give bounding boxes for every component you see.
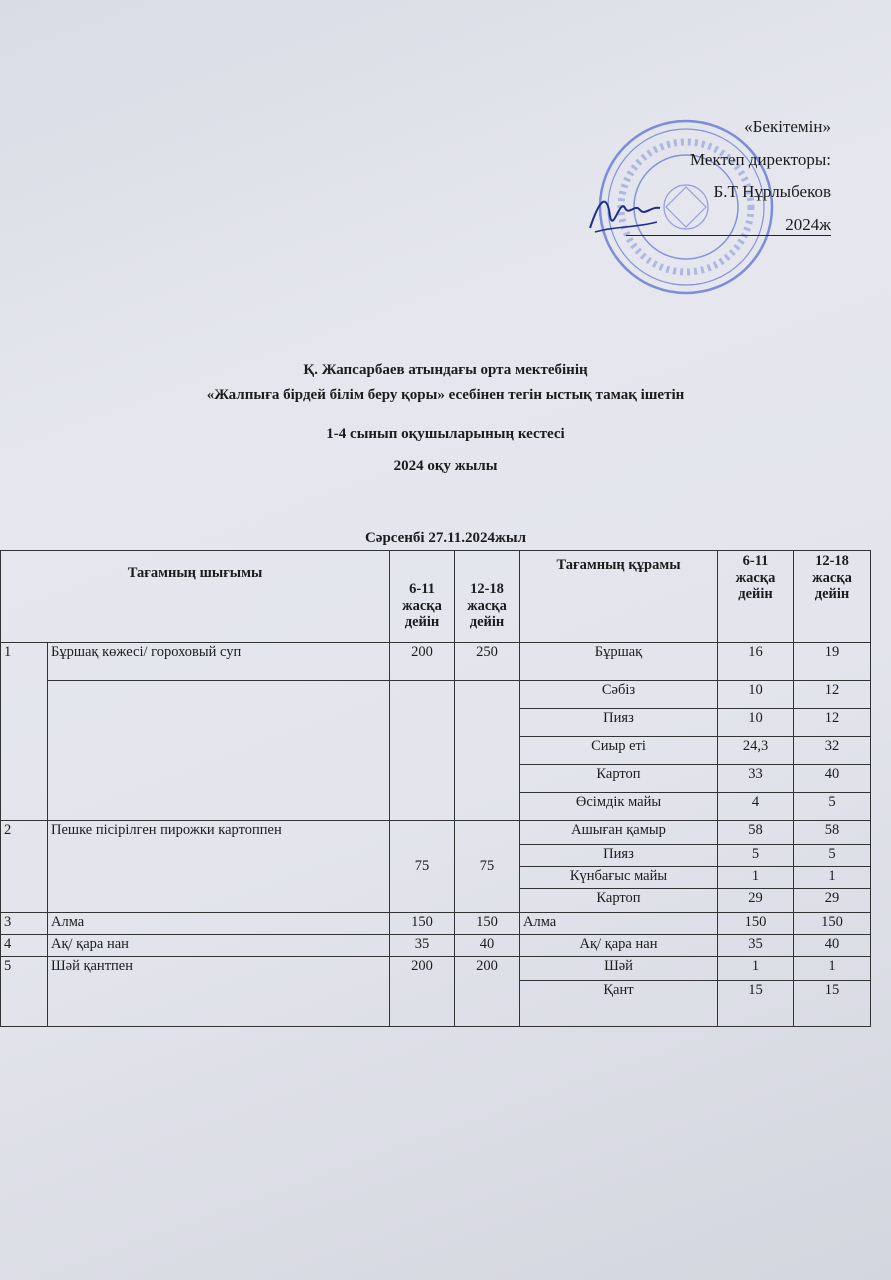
fund-title: «Жалпыға бірдей білім беру қоры» есебінен тегін ыстық тамақ ішетін [206, 387, 685, 403]
dish-name: Бұршақ көжесі/ гороховый суп [48, 643, 390, 681]
row-number: 2 [1, 821, 48, 913]
header-age1b: 6-11 жасқа дейін [718, 551, 794, 643]
ingredient-age1: 4 [718, 793, 794, 821]
table-row [1, 957, 871, 981]
row-number: 4 [1, 935, 48, 957]
ingredient-name: Қант [520, 981, 718, 1027]
ingredient-age1: 1 [718, 867, 794, 889]
portion-age1: 35 [390, 935, 455, 957]
empty-cell [390, 681, 455, 821]
approval-position: Мектеп директоры: [690, 149, 831, 169]
ingredient-age2: 5 [794, 845, 871, 867]
table-row [1, 913, 871, 935]
empty-cell [48, 681, 390, 821]
ingredient-age2: 15 [794, 981, 871, 1027]
table-row [1, 681, 871, 709]
schedule-title: 1-4 сынып оқушыларының кестесі [326, 426, 565, 442]
ingredient-name: Сиыр еті [520, 737, 718, 765]
table-row [1, 643, 871, 681]
header-age2: 12-18 жасқа дейін [455, 551, 520, 643]
ingredient-age2: 40 [794, 935, 871, 957]
ingredient-age1: 24,3 [718, 737, 794, 765]
ingredient-age1: 16 [718, 643, 794, 681]
ingredient-name: Күнбағыс майы [520, 867, 718, 889]
ingredient-name: Өсімдік майы [520, 793, 718, 821]
ingredient-age1: 29 [718, 889, 794, 913]
ingredient-age2: 29 [794, 889, 871, 913]
approval-date: 2024ж [626, 216, 831, 236]
day-date: Сәрсенбі 27.11.2024жыл [364, 530, 527, 546]
ingredient-age2: 12 [794, 709, 871, 737]
ingredient-age2: 58 [794, 821, 871, 845]
ingredient-age1: 58 [718, 821, 794, 845]
ingredient-age1: 10 [718, 681, 794, 709]
header-age1: 6-11 жасқа дейін [390, 551, 455, 643]
school-title: Қ. Жапсарбаев атындағы орта мектебінің [303, 362, 588, 378]
ingredient-age1: 1 [718, 957, 794, 981]
table-row [1, 935, 871, 957]
header-row [1, 551, 871, 643]
year-title: 2024 оқу жылы [393, 458, 498, 474]
ingredient-age1: 5 [718, 845, 794, 867]
portion-age1: 150 [390, 913, 455, 935]
ingredient-age2: 12 [794, 681, 871, 709]
table-row [1, 821, 871, 845]
ingredient-name: Ашыған қамыр [520, 821, 718, 845]
ingredient-age1: 33 [718, 765, 794, 793]
ingredient-age2: 1 [794, 957, 871, 981]
ingredient-name: Пияз [520, 845, 718, 867]
approval-name: Б.Т Нұрлыбеков [713, 182, 831, 202]
menu-table [0, 550, 871, 1027]
row-number: 1 [1, 643, 48, 821]
header-composition: Тағамның құрамы [520, 551, 718, 643]
ingredient-name: Ақ/ қара нан [520, 935, 718, 957]
dish-name: Пешке пісірілген пирожки картоппен [48, 821, 390, 913]
ingredient-name: Алма [520, 913, 718, 935]
ingredient-age2: 19 [794, 643, 871, 681]
ingredient-name: Картоп [520, 765, 718, 793]
ingredient-name: Пияз [520, 709, 718, 737]
ingredient-age2: 40 [794, 765, 871, 793]
ingredient-name: Сәбіз [520, 681, 718, 709]
ingredient-name: Картоп [520, 889, 718, 913]
ingredient-age1: 15 [718, 981, 794, 1027]
ingredient-name: Бұршақ [520, 643, 718, 681]
row-number: 3 [1, 913, 48, 935]
ingredient-age2: 1 [794, 867, 871, 889]
portion-age1: 200 [390, 643, 455, 681]
portion-age2: 150 [455, 913, 520, 935]
row-number: 5 [1, 957, 48, 1027]
portion-age1: 75 [390, 821, 455, 913]
approval-title: «Бекітемін» [744, 117, 831, 136]
ingredient-age2: 5 [794, 793, 871, 821]
portion-age2: 200 [455, 957, 520, 1027]
ingredient-age1: 35 [718, 935, 794, 957]
header-dish: Тағамның шығымы [1, 551, 390, 643]
dish-name: Ақ/ қара нан [48, 935, 390, 957]
portion-age2: 75 [455, 821, 520, 913]
approval-block [626, 118, 831, 250]
ingredient-age2: 150 [794, 913, 871, 935]
empty-cell [455, 681, 520, 821]
portion-age1: 200 [390, 957, 455, 1027]
dish-name: Шәй қантпен [48, 957, 390, 1027]
dish-name: Алма [48, 913, 390, 935]
ingredient-age1: 150 [718, 913, 794, 935]
ingredient-name: Шәй [520, 957, 718, 981]
portion-age2: 40 [455, 935, 520, 957]
ingredient-age2: 32 [794, 737, 871, 765]
portion-age2: 250 [455, 643, 520, 681]
header-age2b: 12-18 жасқа дейін [794, 551, 871, 643]
ingredient-age1: 10 [718, 709, 794, 737]
